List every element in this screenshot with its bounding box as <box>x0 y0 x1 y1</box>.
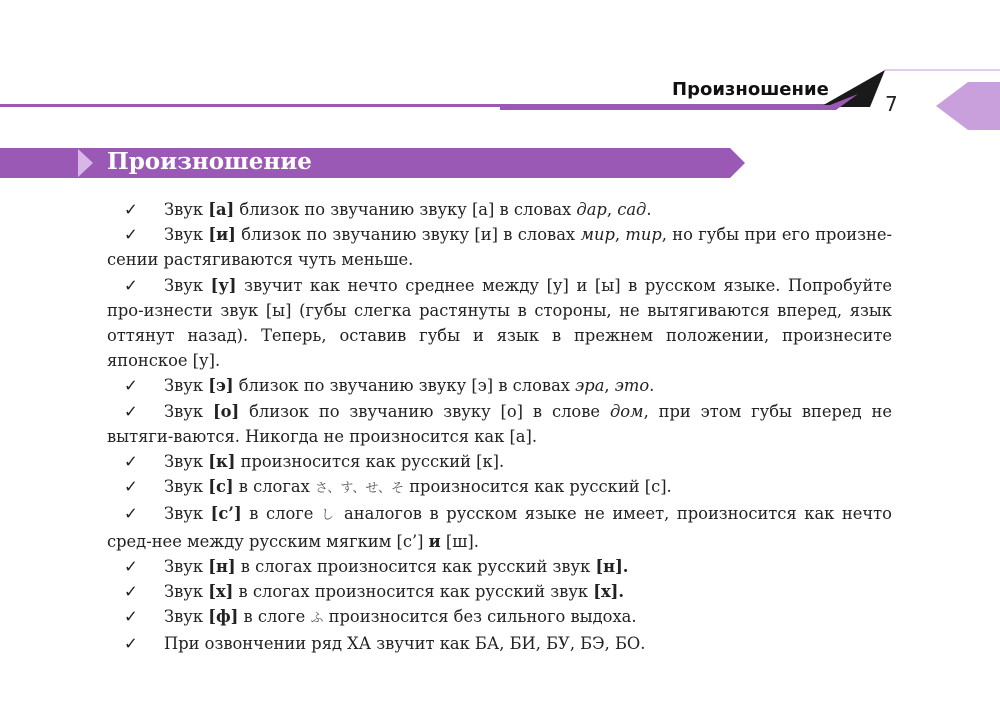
paragraph-n: ✓ Звук [н] в слогах произносится как русский звук [н]. <box>107 554 892 579</box>
paragraph-s: ✓ Звук [с] в слогах さ、す、せ、そ произносится как русский [с]. <box>107 474 892 501</box>
running-header-title: Произношение <box>672 79 829 100</box>
check-icon: ✓ <box>124 200 138 219</box>
paragraph-o: ✓ Звук [о] близок по звучанию звуку [о] в слове дом, при этом губы вперед не вытяги-ваются. Никогда не произносится как [а]. <box>107 399 892 449</box>
check-icon: ✓ <box>124 607 138 627</box>
paragraph-voicing: ✓ При озвончении ряд ХА звучит как БА, БИ, БУ, БЭ, БО. <box>107 631 892 656</box>
check-icon: ✓ <box>124 477 138 497</box>
paragraph-u: ✓ Звук [у] звучит как нечто среднее между [у] и [ы] в русском языке. Попробуйте про-изнести звук [ы] (губы слегка растянуты в стороны, не вытягиваются вперед, язык оттянут назад). Теперь, оставив губы и язык в прежнем положении, произнесите японское [у]. <box>107 273 892 374</box>
kana-sa-su-se-so: さ、す、せ、そ <box>314 481 405 497</box>
paragraph-h: ✓ Звук [х] в слогах произносится как русский звук [х]. <box>107 579 892 604</box>
header-dark-wedge <box>820 70 885 107</box>
check-icon: ✓ <box>124 401 138 421</box>
check-icon: ✓ <box>124 556 138 576</box>
section-title: Произношение <box>107 148 312 175</box>
paragraph-i: ✓ Звук [и] близок по звучанию звуку [и] в словах мир, тир, но губы при его произне-сении растягиваются чуть меньше. <box>107 222 892 272</box>
check-icon: ✓ <box>124 275 138 295</box>
check-icon: ✓ <box>124 634 138 654</box>
kana-fu: ふ <box>310 611 324 627</box>
paragraph-shi: ✓ Звук [с’] в слоге し аналогов в русском языке не имеет, произносится как нечто сред-нее между русским мягким [с’] и [ш]. <box>107 501 892 553</box>
page-tab-shape <box>936 82 1000 130</box>
check-icon: ✓ <box>124 225 138 245</box>
paragraph-e: ✓ Звук [э] близок по звучанию звуку [э] в словах эра, это. <box>107 373 892 398</box>
paragraph-f: ✓ Звук [ф] в слоге ふ произносится без сильного выдоха. <box>107 604 892 631</box>
paragraph-k: ✓ Звук [к] произносится как русский [к]. <box>107 449 892 474</box>
paragraph-a: ✓ Звук [а] близок по звучанию звуку [а] в словах дар, сад. <box>107 197 892 222</box>
check-icon: ✓ <box>124 582 138 602</box>
kana-shi: し <box>321 508 337 524</box>
page-number: 7 <box>885 92 898 116</box>
check-icon: ✓ <box>124 452 138 472</box>
content-body <box>107 197 892 657</box>
check-icon: ✓ <box>124 504 138 524</box>
check-icon: ✓ <box>124 376 138 396</box>
